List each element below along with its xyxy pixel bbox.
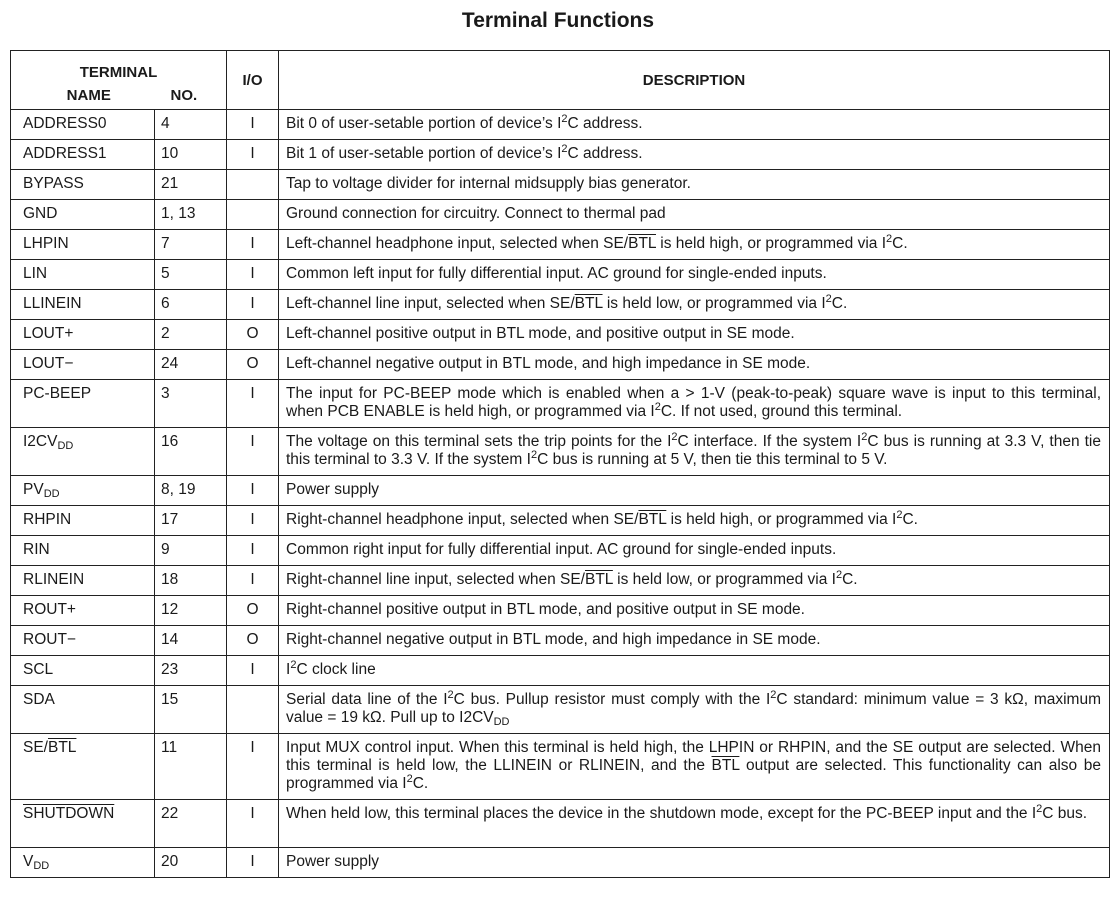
- terminal-number-cell: 24: [155, 350, 227, 380]
- terminal-name-cell: $I2CV_{DD}$: [11, 428, 155, 476]
- terminal-number-cell: 14: [155, 626, 227, 656]
- terminal-io-cell: I: [227, 290, 279, 320]
- terminal-number-cell: 9: [155, 536, 227, 566]
- terminal-number-cell: 22: [155, 800, 227, 848]
- terminal-number-cell: 11: [155, 734, 227, 800]
- terminal-io-cell: I: [227, 260, 279, 290]
- terminal-number-cell: 3: [155, 380, 227, 428]
- terminal-description-cell: Power supply: [279, 848, 1110, 878]
- terminal-name-cell: GND: [11, 200, 155, 230]
- table-row: [11, 380, 1110, 428]
- terminal-description-cell: Bit 0 of user-setable portion of device’s $I^2C$ address.: [279, 110, 1110, 140]
- terminal-io-cell: I: [227, 476, 279, 506]
- table-row: [11, 848, 1110, 878]
- terminal-io-cell: I: [227, 506, 279, 536]
- terminal-name-cell: ROUT+: [11, 596, 155, 626]
- terminal-name-cell: RIN: [11, 536, 155, 566]
- terminal-description-cell: $I^2C$ clock line: [279, 656, 1110, 686]
- terminal-io-cell: O: [227, 596, 279, 626]
- table-row: [11, 734, 1110, 800]
- terminal-functions-table: [10, 50, 1110, 878]
- terminal-name-cell: ADDRESS0: [11, 110, 155, 140]
- table-row: [11, 566, 1110, 596]
- terminal-description-cell: Common left input for fully differential input. AC ground for single-ended inputs.: [279, 260, 1110, 290]
- terminal-description-cell: Tap to voltage divider for internal midsupply bias generator.: [279, 170, 1110, 200]
- terminal-io-cell: I: [227, 536, 279, 566]
- terminal-io-cell: I: [227, 140, 279, 170]
- table-row: [11, 626, 1110, 656]
- terminal-number-cell: 23: [155, 656, 227, 686]
- terminal-number-cell: 8, 19: [155, 476, 227, 506]
- terminal-name-cell: RLINEIN: [11, 566, 155, 596]
- table-row: [11, 428, 1110, 476]
- terminal-io-cell: O: [227, 626, 279, 656]
- terminal-name-cell: RHPIN: [11, 506, 155, 536]
- terminal-number-cell: 1, 13: [155, 200, 227, 230]
- terminal-name-cell: PC-BEEP: [11, 380, 155, 428]
- terminal-name-cell: LOUT−: [11, 350, 155, 380]
- terminal-description-cell: Left-channel negative output in BTL mode, and high impedance in SE mode.: [279, 350, 1110, 380]
- table-row: [11, 596, 1110, 626]
- terminal-name-cell: LOUT+: [11, 320, 155, 350]
- terminal-description-cell: Serial data line of the $I^2C$ bus. Pullup resistor must comply with the $I^2C$ standard: minimum value = 3 kΩ, maximum value = 19 kΩ. Pull up to $I2CV_{DD}$: [279, 686, 1110, 734]
- terminal-number-cell: 12: [155, 596, 227, 626]
- table-row: [11, 536, 1110, 566]
- terminal-description-cell: The input for PC-BEEP mode which is enabled when a > 1-V (peak-to-peak) square wave is input to this terminal, when PCB ENABLE is held high, or programmed via $I^2C$. If not used, ground this terminal.: [279, 380, 1110, 428]
- terminal-description-cell: Right-channel line input, selected when $SE/\overline{BTL}$ is held low, or programmed via $I^2C$.: [279, 566, 1110, 596]
- terminal-number-cell: 10: [155, 140, 227, 170]
- terminal-description-cell: Bit 1 of user-setable portion of device’s $I^2C$ address.: [279, 140, 1110, 170]
- terminal-name-cell: LHPIN: [11, 230, 155, 260]
- header-io: I/O: [227, 51, 279, 110]
- terminal-io-cell: I: [227, 656, 279, 686]
- table-row: [11, 230, 1110, 260]
- terminal-number-cell: 18: [155, 566, 227, 596]
- terminal-name-cell: ADDRESS1: [11, 140, 155, 170]
- terminal-name-cell: $PV_{DD}$: [11, 476, 155, 506]
- terminal-name-cell: $SE/\overline{BTL}$: [11, 734, 155, 800]
- table-row: [11, 260, 1110, 290]
- terminal-number-cell: 17: [155, 506, 227, 536]
- terminal-name-cell: ROUT−: [11, 626, 155, 656]
- terminal-io-cell: I: [227, 110, 279, 140]
- header-terminal: TERMINAL: [11, 51, 227, 82]
- terminal-description-cell: Input MUX control input. When this terminal is held high, the LHPIN or RHPIN, and the SE output are selected. When this terminal is held low, the LLINEIN or RLINEIN, and the $\overline{BTL}$ output are selected. This functionality can also be programmed via $I^2C$.: [279, 734, 1110, 800]
- terminal-number-cell: 16: [155, 428, 227, 476]
- header-name: NAME: [11, 81, 155, 110]
- terminal-description-cell: Power supply: [279, 476, 1110, 506]
- terminal-io-cell: [227, 170, 279, 200]
- page-title: Terminal Functions: [461, 9, 655, 32]
- table-row: [11, 200, 1110, 230]
- terminal-name-cell: SDA: [11, 686, 155, 734]
- terminal-description-cell: Right-channel positive output in BTL mode, and positive output in SE mode.: [279, 596, 1110, 626]
- table-row: [11, 476, 1110, 506]
- terminal-number-cell: 4: [155, 110, 227, 140]
- header-no: NO.: [155, 81, 227, 110]
- terminal-io-cell: I: [227, 734, 279, 800]
- terminal-description-cell: Ground connection for circuitry. Connect to thermal pad: [279, 200, 1110, 230]
- table-row: [11, 800, 1110, 848]
- terminal-number-cell: 6: [155, 290, 227, 320]
- table-row: [11, 320, 1110, 350]
- terminal-io-cell: I: [227, 428, 279, 476]
- terminal-number-cell: 20: [155, 848, 227, 878]
- terminal-io-cell: I: [227, 380, 279, 428]
- terminal-description-cell: Left-channel line input, selected when $SE/\overline{BTL}$ is held low, or programmed via $I^2C$.: [279, 290, 1110, 320]
- table-row: [11, 656, 1110, 686]
- terminal-name-cell: LLINEIN: [11, 290, 155, 320]
- header-description: DESCRIPTION: [279, 51, 1110, 110]
- table-row: [11, 140, 1110, 170]
- terminal-number-cell: 2: [155, 320, 227, 350]
- terminal-name-cell: BYPASS: [11, 170, 155, 200]
- terminal-number-cell: 5: [155, 260, 227, 290]
- table-row: [11, 110, 1110, 140]
- terminal-description-cell: When held low, this terminal places the device in the shutdown mode, except for the PC-BEEP input and the $I^2C$ bus.: [279, 800, 1110, 848]
- terminal-io-cell: I: [227, 566, 279, 596]
- terminal-number-cell: 7: [155, 230, 227, 260]
- terminal-description-cell: Left-channel positive output in BTL mode, and positive output in SE mode.: [279, 320, 1110, 350]
- terminal-io-cell: I: [227, 800, 279, 848]
- terminal-description-cell: Left-channel headphone input, selected when $SE/\overline{BTL}$ is held high, or programmed via $I^2C$.: [279, 230, 1110, 260]
- table-row: [11, 506, 1110, 536]
- terminal-number-cell: 15: [155, 686, 227, 734]
- table-row: [11, 350, 1110, 380]
- terminal-description-cell: Right-channel negative output in BTL mode, and high impedance in SE mode.: [279, 626, 1110, 656]
- table-row: [11, 290, 1110, 320]
- terminal-io-cell: I: [227, 230, 279, 260]
- terminal-io-cell: [227, 200, 279, 230]
- terminal-description-cell: Common right input for fully differential input. AC ground for single-ended inputs.: [279, 536, 1110, 566]
- terminal-number-cell: 21: [155, 170, 227, 200]
- terminal-io-cell: [227, 686, 279, 734]
- terminal-io-cell: O: [227, 350, 279, 380]
- terminal-name-cell: $V_{DD}$: [11, 848, 155, 878]
- terminal-name-cell: SHUTDOWN: [11, 800, 155, 848]
- terminal-name-cell: SCL: [11, 656, 155, 686]
- table-row: [11, 170, 1110, 200]
- terminal-description-cell: The voltage on this terminal sets the trip points for the $I^2C$ interface. If the system $I^2C$ bus is running at 3.3 V, then tie this terminal to 3.3 V. If the system $I^2C$ bus is running at 5 V, then tie this terminal to 5 V.: [279, 428, 1110, 476]
- table-row: [11, 686, 1110, 734]
- table-body: [11, 110, 1110, 878]
- terminal-io-cell: I: [227, 848, 279, 878]
- terminal-io-cell: O: [227, 320, 279, 350]
- terminal-name-cell: LIN: [11, 260, 155, 290]
- terminal-description-cell: Right-channel headphone input, selected when $SE/\overline{BTL}$ is held high, or programmed via $I^2C$.: [279, 506, 1110, 536]
